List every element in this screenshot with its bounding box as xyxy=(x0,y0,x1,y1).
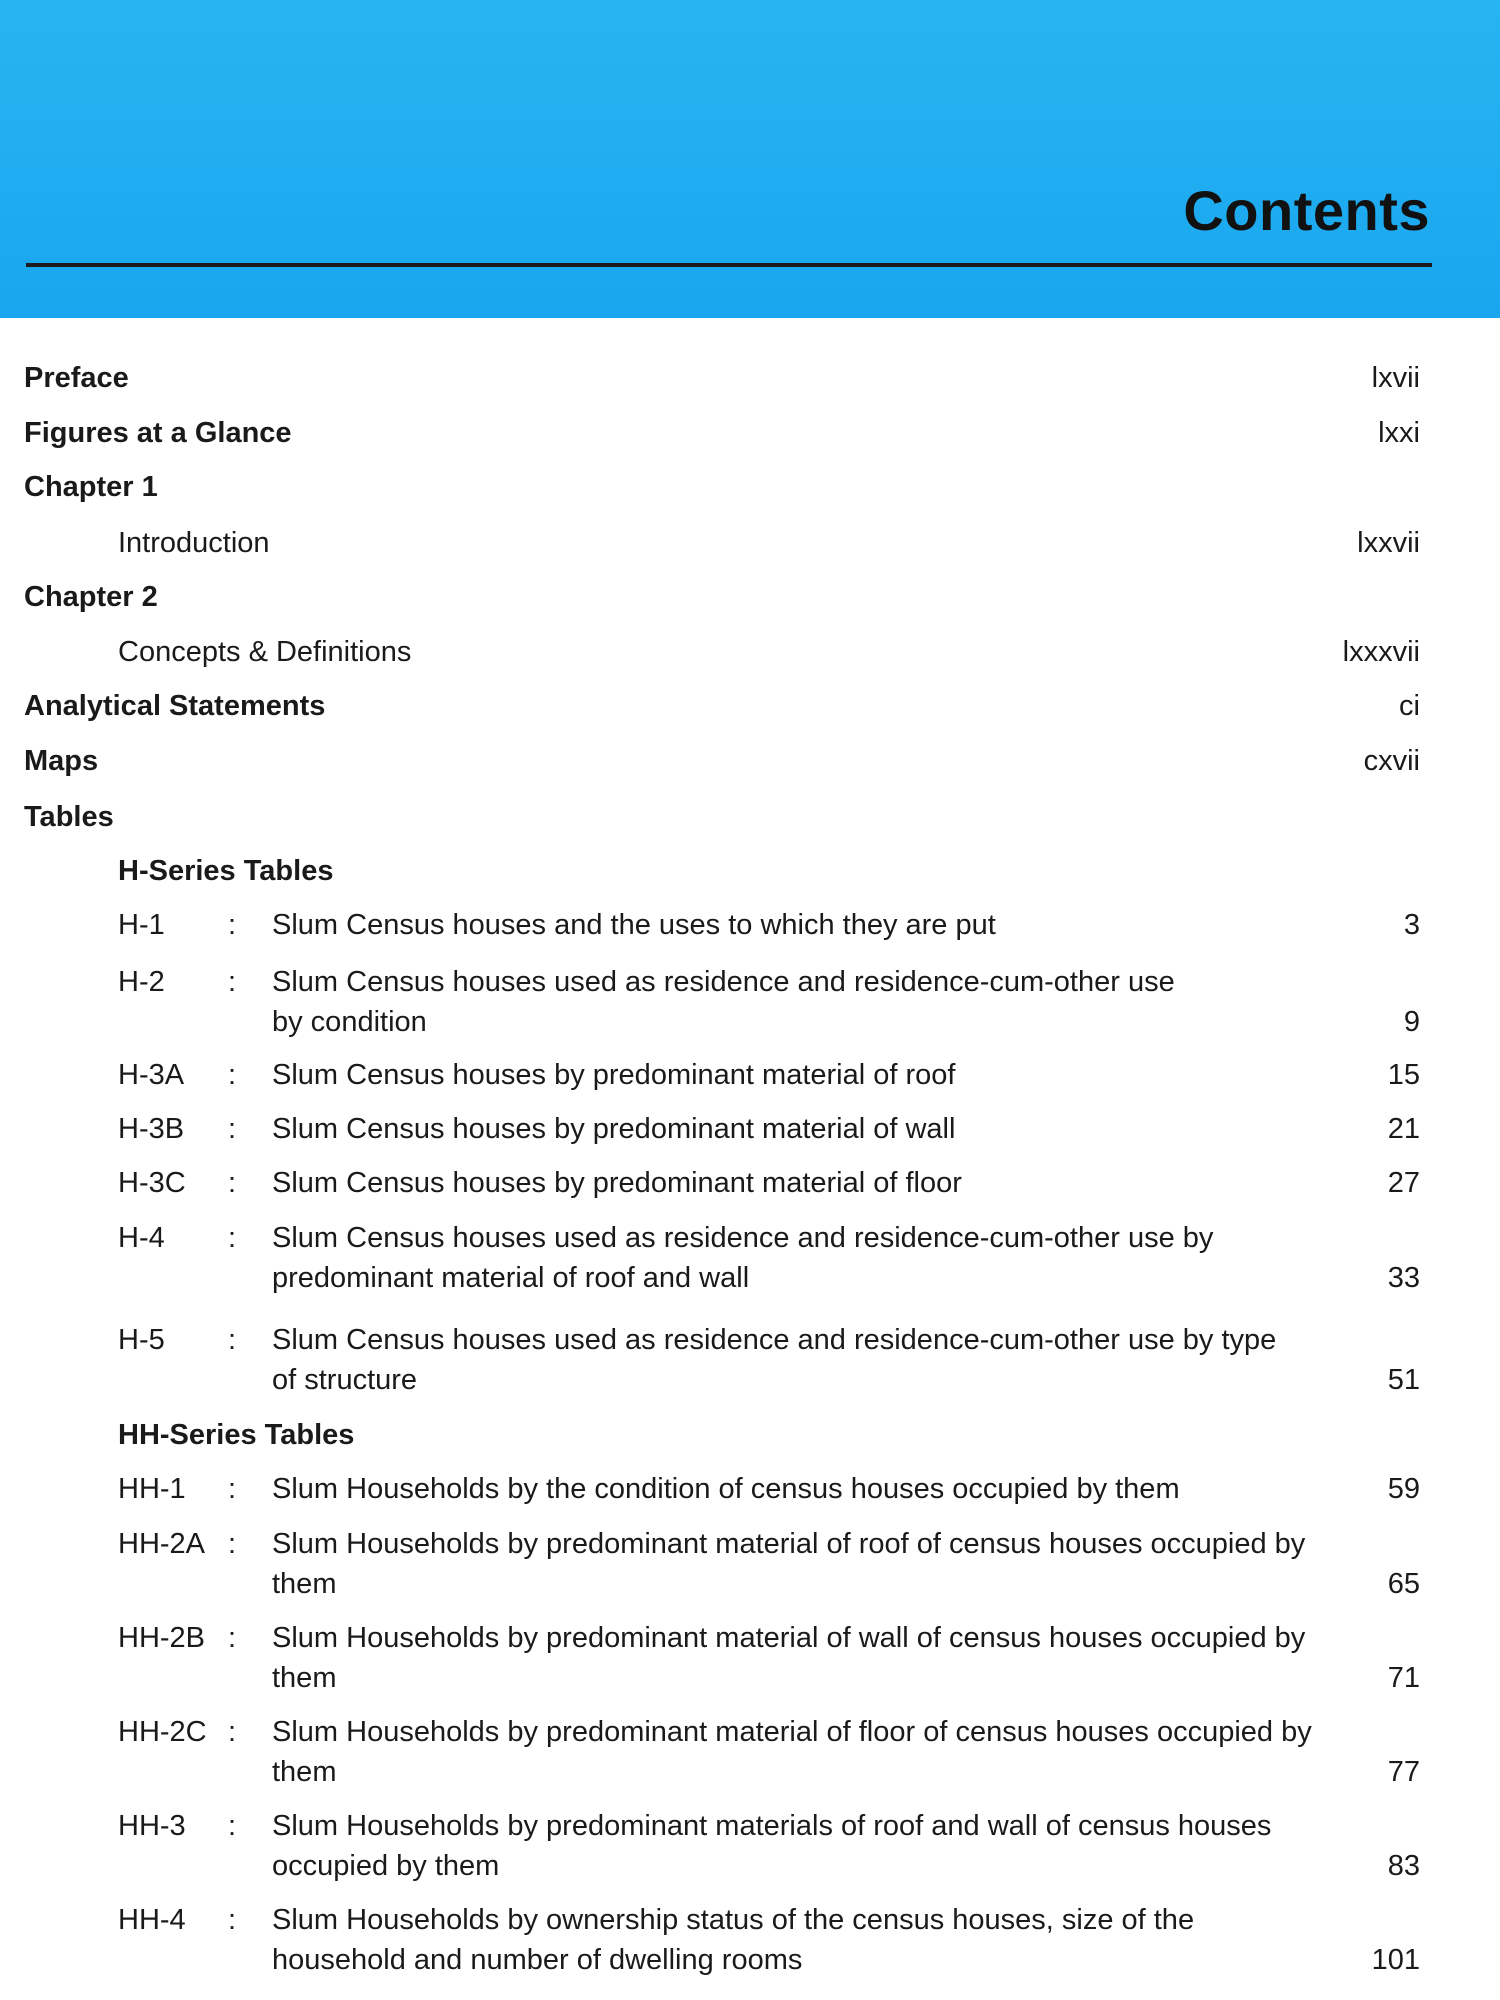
toc-entry-page: lxxxvii xyxy=(1342,636,1420,668)
toc-entry-label: Concepts & Definitions xyxy=(118,636,412,668)
toc-entry-page: 71 xyxy=(1387,1662,1420,1694)
table-code: H-3B xyxy=(118,1113,185,1145)
table-description: Slum Census houses used as residence and residence-cum-other use by predominant material of roof and wall xyxy=(272,1222,1214,1294)
separator-colon: : xyxy=(228,1324,237,1356)
toc-entry-page: ci xyxy=(1399,690,1420,722)
separator-colon: : xyxy=(228,1473,237,1505)
table-code: H-5 xyxy=(118,1324,165,1356)
toc-series-title: H-Series Tables xyxy=(118,855,334,887)
toc-entry-page: lxxi xyxy=(1378,417,1420,449)
separator-colon: : xyxy=(228,1716,237,1748)
separator-colon: : xyxy=(228,909,237,941)
table-description: Slum Households by the condition of census houses occupied by them xyxy=(272,1473,1180,1505)
toc-entry-page: 83 xyxy=(1387,1850,1420,1882)
table-code: H-4 xyxy=(118,1222,165,1254)
toc-entry-page: 59 xyxy=(1387,1473,1420,1505)
separator-colon: : xyxy=(228,1904,237,1936)
separator-colon: : xyxy=(228,1167,237,1199)
toc-entry-page: lxxvii xyxy=(1357,527,1420,559)
toc-heading-label: Chapter 1 xyxy=(24,471,158,503)
toc-entry-label: Figures at a Glance xyxy=(24,417,292,449)
toc-entry-page: 15 xyxy=(1387,1059,1420,1091)
table-description: Slum Households by predominant materials of roof and wall of census houses occupied by them xyxy=(272,1810,1272,1882)
table-code: HH-2B xyxy=(118,1622,206,1654)
table-description: Slum Census houses and the uses to which they are put xyxy=(272,909,996,941)
toc-entry-label: Analytical Statements xyxy=(24,690,326,722)
toc-entry-page: 101 xyxy=(1371,1944,1420,1976)
table-description: Slum Households by ownership status of the census houses, size of the household and number of dwelling rooms xyxy=(272,1904,1195,1976)
table-description: Slum Census houses by predominant material of floor xyxy=(272,1167,962,1199)
separator-colon: : xyxy=(228,1059,237,1091)
table-code: HH-3 xyxy=(118,1810,186,1842)
page-title: Contents xyxy=(1183,179,1430,242)
toc-heading-label: Chapter 2 xyxy=(24,581,158,613)
toc-entry-label: Introduction xyxy=(118,527,270,559)
toc-entry-page: 51 xyxy=(1387,1364,1420,1396)
table-description: Slum Census houses by predominant material of roof xyxy=(272,1059,956,1091)
separator-colon: : xyxy=(228,1113,237,1145)
table-description: Slum Households by predominant material of wall of census houses occupied by them xyxy=(272,1622,1306,1694)
table-code: H-3C xyxy=(118,1167,186,1199)
table-code: H-1 xyxy=(118,909,165,941)
toc-entry-page: cxvii xyxy=(1363,745,1420,777)
table-description: Slum Households by predominant material of floor of census houses occupied by them xyxy=(272,1716,1312,1788)
table-code: HH-2C xyxy=(118,1716,207,1748)
toc-entry-page: 3 xyxy=(1403,909,1420,941)
table-description: Slum Census houses used as residence and residence-cum-other use by condition xyxy=(272,966,1175,1038)
separator-colon: : xyxy=(228,1622,237,1654)
table-description: Slum Households by predominant material of roof of census houses occupied by them xyxy=(272,1528,1306,1600)
table-code: H-2 xyxy=(118,966,165,998)
table-code: HH-1 xyxy=(118,1473,186,1505)
toc-entry-page: 77 xyxy=(1387,1756,1420,1788)
separator-colon: : xyxy=(228,1528,237,1560)
toc-entry-page: 33 xyxy=(1387,1262,1420,1294)
separator-colon: : xyxy=(228,1810,237,1842)
separator-colon: : xyxy=(228,1222,237,1254)
toc-entry-page: 65 xyxy=(1387,1568,1420,1600)
separator-colon: : xyxy=(228,966,237,998)
table-code: HH-4 xyxy=(118,1904,186,1936)
toc-entry-label: Maps xyxy=(24,745,99,777)
toc-entry-label: Preface xyxy=(24,362,129,394)
toc-entry-page: 21 xyxy=(1387,1113,1420,1145)
table-description: Slum Census houses by predominant material of wall xyxy=(272,1113,956,1145)
toc-entry-page: 27 xyxy=(1387,1167,1420,1199)
toc-heading-label: Tables xyxy=(24,801,114,833)
table-description: Slum Census houses used as residence and residence-cum-other use by type of structure xyxy=(272,1324,1277,1396)
table-code: H-3A xyxy=(118,1059,185,1091)
toc-series-title: HH-Series Tables xyxy=(118,1419,355,1451)
toc-entry-page: lxvii xyxy=(1371,362,1420,394)
toc-entry-page: 9 xyxy=(1403,1006,1420,1038)
table-code: HH-2A xyxy=(118,1528,206,1560)
